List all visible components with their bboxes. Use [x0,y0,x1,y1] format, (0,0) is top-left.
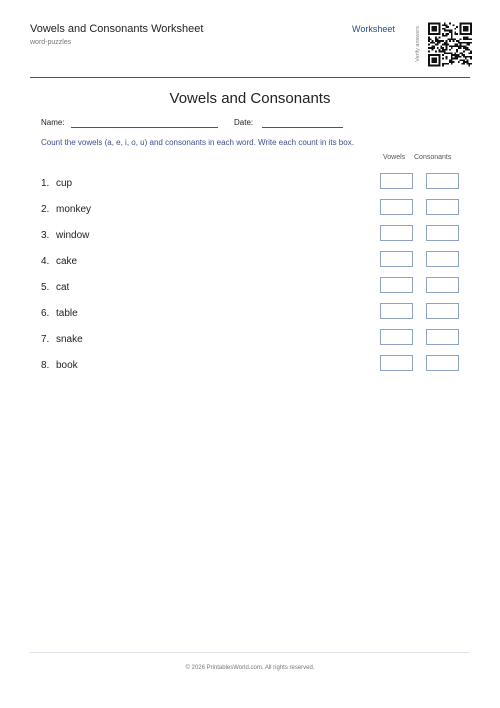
vowels-answer-box[interactable] [380,251,413,267]
verify-answers-label [411,18,425,70]
item-word: cup [56,178,73,189]
page-header [30,0,470,78]
item-number: 8. [41,360,50,371]
item-word: cake [56,256,78,267]
word-item [41,302,471,322]
header-divider [30,77,470,78]
instructions: Count the vowels (a, e, i, o, u) and consonants in each word. Write each count in its box. [41,138,354,147]
consonants-answer-box[interactable] [426,199,459,215]
consonants-answer-box[interactable] [426,251,459,267]
word-item [41,354,471,374]
qr-code-icon[interactable] [428,17,472,72]
item-number: 7. [41,334,50,345]
vowels-answer-box[interactable] [380,355,413,371]
document-title: Vowels and Consonants Worksheet [30,23,204,35]
consonants-answer-box[interactable] [426,303,459,319]
consonants-answer-box[interactable] [426,225,459,241]
item-word: book [56,360,78,371]
vowels-answer-box[interactable] [380,329,413,345]
word-item [41,224,471,244]
word-item [41,328,471,348]
date-field[interactable] [262,127,343,128]
name-date-row [41,117,361,129]
consonants-answer-box[interactable] [426,355,459,371]
vowels-answer-box[interactable] [380,199,413,215]
document-type-link[interactable]: Worksheet [352,24,395,34]
name-label: Name: [41,118,65,127]
worksheet-title: Vowels and Consonants [169,90,331,107]
word-item [41,172,471,192]
date-label: Date: [234,118,254,127]
vowels-answer-box[interactable] [380,173,413,189]
item-number: 1. [41,178,50,189]
item-word: table [56,308,78,319]
item-number: 5. [41,282,50,293]
consonants-answer-box[interactable] [426,329,459,345]
footer-copyright: © 2026 PrintablesWorld.com. All rights reserved. [185,665,315,671]
item-number: 4. [41,256,50,267]
consonants-answer-box[interactable] [426,173,459,189]
footer-divider [30,652,470,653]
column-header-consonants: Consonants [414,154,452,161]
vowels-answer-box[interactable] [380,303,413,319]
column-header-vowels: Vowels [383,154,406,161]
item-number: 2. [41,204,50,215]
vowels-answer-box[interactable] [380,277,413,293]
item-word: monkey [56,204,92,215]
item-number: 3. [41,230,50,241]
word-item [41,250,471,270]
verify-answers-text: Verify answers [415,26,421,62]
word-item [41,276,471,296]
item-number: 6. [41,308,50,319]
vowels-answer-box[interactable] [380,225,413,241]
item-word: cat [56,282,70,293]
document-category: word-puzzles [30,39,72,46]
item-word: window [56,230,90,241]
item-word: snake [56,334,83,345]
word-item [41,198,471,218]
consonants-answer-box[interactable] [426,277,459,293]
name-field[interactable] [71,127,218,128]
